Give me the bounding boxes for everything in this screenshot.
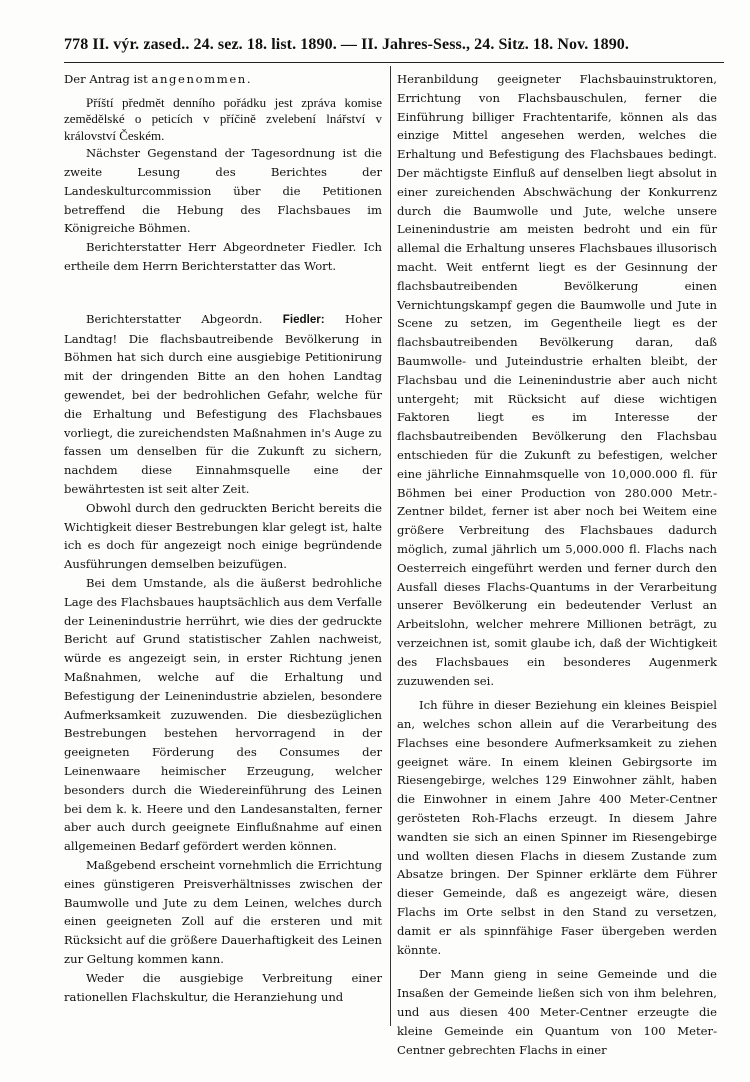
motion-result (64, 70, 382, 89)
column-divider (390, 66, 391, 1026)
speech-paragraph: Heranbildung geeigneter Flachsbauinstruktoren, Errichtung von Flachsbauschulen, ferner die Einführung billiger Frachtentarife, können als das einzige Mittel angesehen werden, welches die Erhaltung und Befestigung des Flachsbaues bedingt. Der mächtigste Einfluß auf denselben liegt absolut in einer zureichenden Abschwächung der Konkurrenz durch die Baumwolle und Jute, welche unsere Leinenindustrie am meisten bedroht und ein für allemal die Erhaltung unseres Flachsbaues illusorisch macht. Weit entfernt liegt es der Gesinnung der flachsbautreibenden Bevölkerung einen Vernichtungskampf gegen die Baumwolle und Jute in Scene zu setzen, im Gegentheile liegt es der flachsbautreibenden Bevölkerung daran, daß Baumwolle- und Juteindustrie erhalten bleibt, der Flachsbau und die Leinenindustrie aber auch nicht untergeht; mit Rücksicht auf diese wichtigen Faktoren liegt es im Interesse der flachsbautreibenden Bevölkerung den Flachsbau entschieden für die Zukunft zu befestigen, welcher eine jährliche Einnahmsquelle von 10,000.000 fl. für Böhmen bei einer Production von 280.000 Metr.-Zentner bildet, ferner ist aber noch bei Weitem eine größere Verbreitung des Flachsbaues dadurch möglich, zumal jährlich um 5,000.000 fl. Flachs nach Oesterreich eingeführt werden und ferner durch den Ausfall dieses Flachs-Quantums in der Verarbeitung unserer Bevölkerung ein bedeutender Verlust an Arbeitslohn, welcher mehrere Millionen beträgt, zu verzeichnen ist, somit glaube ich, daß der Wichtigkeit des Flachsbaues ein besonderes Augenmerk zuzuwenden sei. (397, 72, 717, 688)
motion-result-text: Der Antrag ist (64, 72, 152, 86)
speech-opening (64, 310, 382, 499)
speech-paragraph: Maßgebend erscheint vornehmlich die Errichtung eines günstigeren Preisverhältnisses zwischen der Baumwolle und Jute zu dem Leinen, welches durch einen geeigneten Zoll auf die ersteren und mit Rücksicht auf die größere Dauerhaftigkeit des Leinen zur Geltung kommen kann. (64, 857, 382, 966)
motion-result-emphasis: angenommen. (151, 72, 253, 86)
speech-paragraph: Weder die ausgiebige Verbreitung einer rationellen Flachskultur, die Heranziehung und (64, 970, 382, 1004)
speaker-role: Berichterstatter Abgeordn. (86, 311, 283, 326)
speech-paragraph: Obwohl durch den gedruckten Bericht bereits die Wichtigkeit dieser Bestrebungen klar gelegt ist, halte ich es doch für angezeigt noch einige begründende Ausführungen demselben beizufügen. (64, 500, 382, 572)
speech-paragraph: Bei dem Umstande, als die äußerst bedrohliche Lage des Flachsbaues hauptsächlich aus dem Verfalle der Leinenindustrie herrührt, wie dies der gedruckte Bericht auf Grund statistischer Zahlen nachweist, würde es angezeigt sein, in erster Richtung jenen Maßnahmen, welche auf die Erhaltung und Befestigung der Leinenindustrie abzielen, besondere Aufmerksamkeit zuzuwenden. Die diesbezüglichen Bestrebungen bestehen hervorragend in der geeigneten Förderung des Consumes der Leinenwaare heimischer Erzeugung, welcher besonders durch die Wiedereinführung des Leinen bei dem k. k. Heere und den Landesanstalten, ferner aber auch durch geeignete Einflußnahme auf einen allgemeinen Bedarf gefördert werden können. (64, 576, 382, 854)
right-column (397, 70, 717, 1059)
speaker-name: Fiedler: (282, 312, 325, 326)
speech-paragraph: Der Mann gieng in seine Gemeinde und die Insaßen der Gemeinde ließen sich von ihm belehren, und aus diesen 400 Meter-Centner erzeugte die kleine Gemeinde ein Quantum von 100 Meter-Centner gebrechten Flachs in einer (397, 967, 717, 1057)
speaker-introduction: Berichterstatter Herr Abgeordneter Fiedler. Ich ertheile dem Herrn Berichterstatter das Wort. (64, 240, 382, 274)
page-header: 778 II. výr. zased.. 24. sez. 18. list. 1890. — II. Jahres-Sess., 24. Sitz. 18. Nov. 1890. (64, 36, 630, 53)
czech-agenda-item: Příští předmět denního pořádku jest zpráva komise zemědělské o peticích v příčině zvelebení lnářství v království Českém. (64, 94, 382, 143)
speech-opening-text: Hoher Landtag! Die flachsbautreibende Bevölkerung in Böhmen hat sich durch eine ausgiebige Petitionirung mit der dringenden Bitte an den hohen Landtag gewendet, bei der bedrohlichen Gefahr, welche für die Erhaltung und Befestigung des Flachsbaues vorliegt, die zureichendsten Maßnahmen in's Auge zu fassen um denselben für die Zukunft zu sichern, nachdem diese Einnahmsquelle eine der bewährtesten ist seit alter Zeit. (64, 311, 382, 497)
agenda-item: Nächster Gegenstand der Tagesordnung ist die zweite Lesung des Berichtes der Landeskulturcommission über die Petitionen betreffend die Hebung des Flachsbaues im Königreiche Böhmen. (64, 146, 382, 236)
left-column (64, 70, 382, 1006)
speech-paragraph: Ich führe in dieser Beziehung ein kleines Beispiel an, welches schon allein auf die Verarbeitung des Flachses eine besondere Aufmerksamkeit zu ziehen geeignet wäre. In einem kleinen Gebirgsorte im Riesengebirge, welches 129 Einwohner zählt, haben die Einwohner in einem Jahre 400 Meter-Centner gerösteten Roh-Flachs erzeugt. In diesem Jahre wandten sie sich an einen Spinner im Riesengebirge und wollten diesen Flachs in diesem Zustande zum Absatze bringen. Der Spinner erklärte dem Führer dieser Gemeinde, daß es angezeigt wäre, diesen Flachs im Orte selbst in den Stand zu versetzen, damit er als spinnfähige Faser übergeben werden könnte. (397, 698, 717, 957)
header-rule (64, 62, 724, 63)
